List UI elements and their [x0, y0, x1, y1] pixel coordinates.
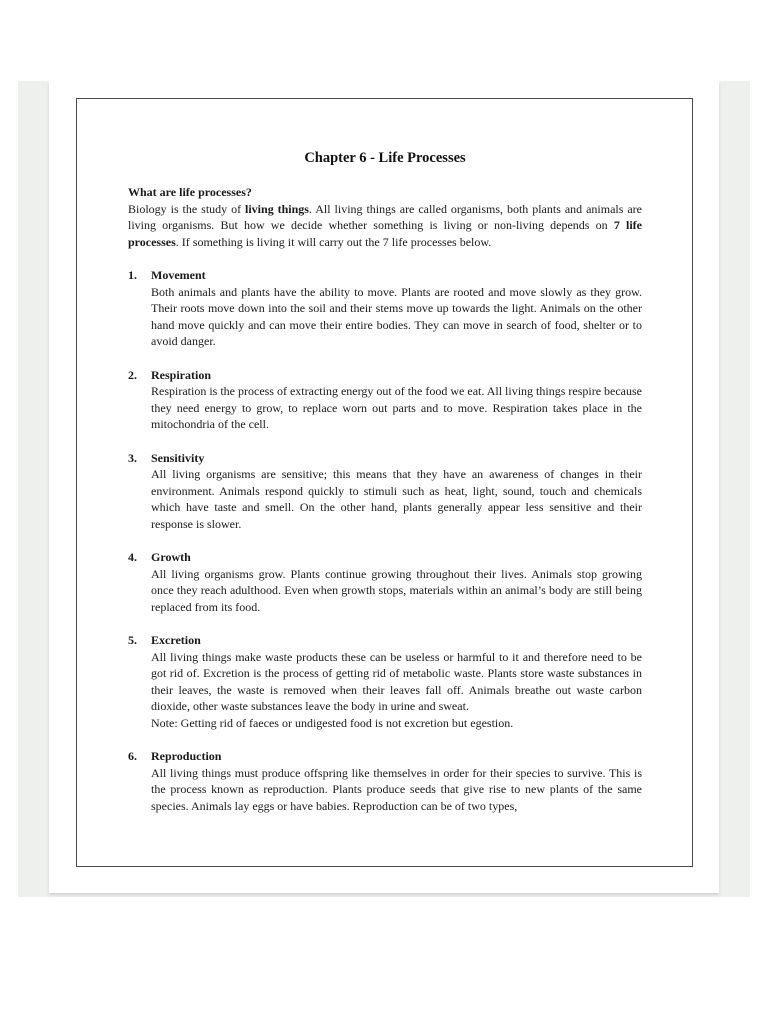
section-number: 3. — [128, 450, 137, 465]
section-number: 6. — [128, 749, 137, 763]
section-reproduction — [128, 748, 642, 814]
intro-text: . All living things are called organisms, both plants and animals are living organisms. But how we decide whether something is living or non-living depends on — [128, 201, 642, 232]
section-heading: Respiration — [151, 367, 211, 382]
section-excretion — [128, 632, 642, 731]
intro-heading: What are life processes? — [128, 185, 252, 199]
section-sensitivity — [128, 450, 642, 533]
page-content — [128, 148, 642, 814]
section-heading: Reproduction — [151, 749, 222, 763]
section-number: 2. — [128, 367, 137, 382]
section-body: Both animals and plants have the ability to move. Plants are rooted and move slowly as they grow. Their roots move down into the soil and their stems move up towards the light. Animals on the other hand move quickly and can move their entire bodies. They can move in search of food, shelter or to avoid danger. — [151, 284, 642, 348]
section-heading: Movement — [151, 268, 206, 282]
section-body: All living organisms grow. Plants continue growing throughout their lives. Animals stop growing once they reach adulthood. Even when growth stops, materials within an animal’s body are still being replaced from its food. — [151, 566, 642, 614]
section-growth — [128, 549, 642, 615]
section-body: All living things make waste products these can be useless or harmful to it and therefore need to be got rid of. Excretion is the process of getting rid of metabolic waste. Plants store waste substances in their leaves, the waste is removed when their leaves fall off. Animals breathe out waste carbon dioxide, other waste substances leave the body in urine and sweat. — [151, 649, 642, 713]
section-body: All living things must produce offspring like themselves in order for their species to survive. This is the process known as reproduction. Plants produce seeds that give rise to new plants of the same species. Animals lay eggs or have babies. Reproduction can be of two types, — [151, 765, 642, 813]
intro-bold-term: 7 life processes — [128, 218, 642, 249]
section-body: All living organisms are sensitive; this means that they have an awareness of changes in their environment. Animals respond quickly to stimuli such as heat, light, sound, touch and chemicals which have taste and smell. On the other hand, plants generally appear less sensitive and their response is slower. — [151, 467, 642, 531]
section-respiration — [128, 367, 642, 433]
intro-paragraph — [128, 201, 642, 251]
intro-text: Biology is the study of — [128, 201, 246, 216]
section-number: 4. — [128, 550, 137, 564]
section-number: 1. — [128, 268, 137, 282]
intro-bold-term: living things — [245, 201, 309, 216]
section-number: 5. — [128, 633, 137, 647]
section-heading: Growth — [151, 550, 191, 564]
intro-section — [128, 184, 642, 250]
section-movement — [128, 267, 642, 350]
section-heading: Sensitivity — [151, 450, 205, 465]
chapter-title: Chapter 6 - Life Processes — [304, 150, 466, 166]
section-heading: Excretion — [151, 633, 201, 647]
section-note: Note: Getting rid of faeces or undigested food is not excretion but egestion. — [151, 715, 514, 730]
section-body: Respiration is the process of extracting energy out of the food we eat. All living things respire because they need energy to grow, to replace worn out parts and to move. Respiration takes place in the mitochondria of the cell. — [151, 384, 642, 431]
intro-text: . If something is living it will carry out the 7 life processes below. — [175, 234, 492, 249]
